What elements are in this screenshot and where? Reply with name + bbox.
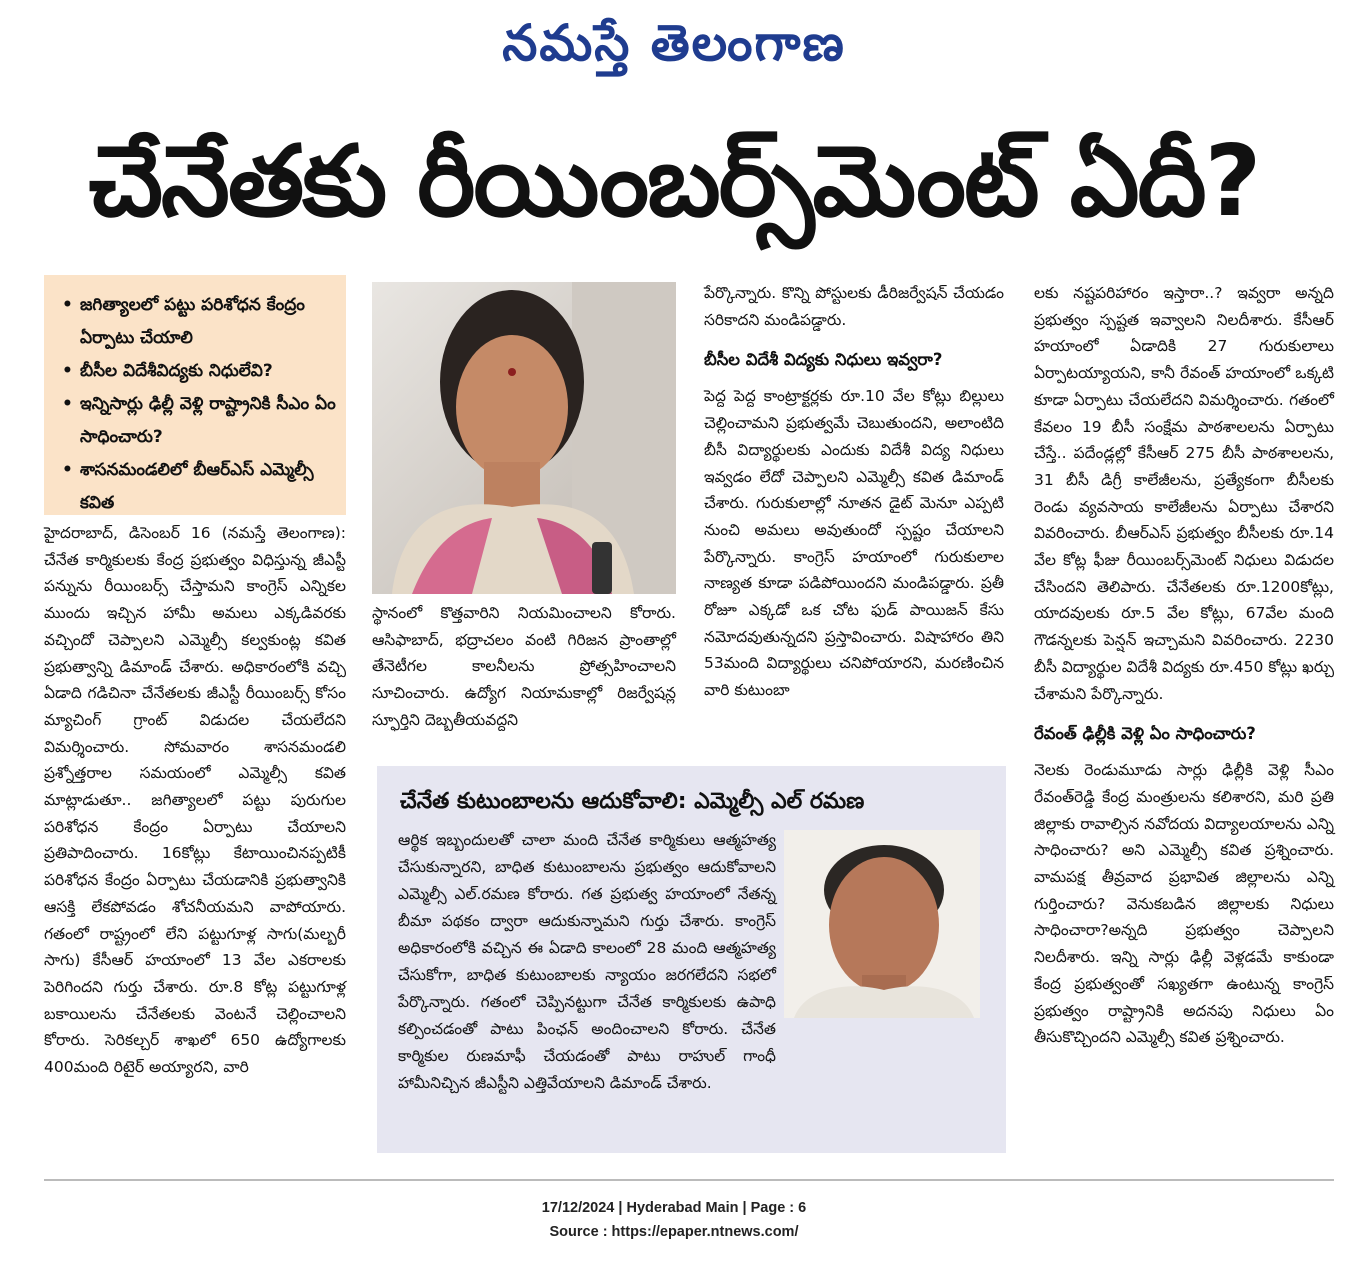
article-paragraph: పెద్ద పెద్ద కాంట్రాక్టర్లకు రూ.10 వేల కోట్లు బిల్లులు చెల్లించామని ప్రభుత్వమే చెబుతుందని, అలాంటిది బీసీ విద్యార్థులకు ఎందుకు విదేశీ విద్య నిధులు ఇవ్వడం లేదో చెప్పాలని ఎమ్మెల్సీ కవిత డిమాండ్ చేశారు. గురుకులాల్లో నూతన డైట్ మెనూ ఎప్పటి నుంచి అమలు అవుతుందో స్పష్టం చేయాలని పేర్కొన్నారు. కాంగ్రెస్ హయాంలో గురుకులాల నాణ్యత కూడా పడిపోయిందని మండిపడ్డారు. ప్రతీ రోజూ ఎక్కడో ఒక చోట ఫుడ్ పాయిజన్ కేసు నమోదవుతున్నదని ప్రస్తావించారు. విషాహారం తిని 53మంది విద్యార్థులు చనిపోయారని, మరణించిన వారి కుటుంబా — [704, 387, 1004, 700]
kavitha-photo — [372, 282, 676, 594]
highlights-box — [44, 275, 346, 515]
masthead-logo: నమస్తే తెలంగాణ — [502, 13, 846, 72]
headline: చేనేతకు రీయింబర్స్‌మెంట్ ఏదీ? — [88, 125, 1260, 239]
mlc-kavitha-image — [372, 282, 676, 594]
article-column-4 — [1034, 280, 1334, 1160]
article-paragraph: నెలకు రెండుమూడు సార్లు ఢిల్లీకి వెళ్లి సీఎం రేవంత్‌రెడ్డి కేంద్ర మంత్రులను కలిశారని, మరి ప్రతి జిల్లాకు రావాల్సిన నవోదయ విద్యాలయాలను ఎన్ని సాధించారు? అని ఎమ్మెల్సీ కవిత ప్రశ్నించారు. వామపక్ష తీవ్రవాద ప్రభావిత జిల్లాలను ఎన్ని గుర్తించారు? వెనుకబడిన జిల్లాలకు నిధులు సాధించారా?అన్నది ప్రభుత్వం చెప్పాలని నిలదీశారు. ఇన్ని సార్లు ఢిల్లీ వెళ్లడమే కాకుండా కేంద్ర ప్రభుత్వంతో సఖ్యతగా ఉంటున్న కాంగ్రెస్ ప్రభుత్వం రాష్ట్రానికి అదనపు నిధులు ఏం తీసుకొచ్చిందని ఎమ్మెల్సీ కవిత ప్రశ్నించారు. — [1034, 761, 1334, 1047]
article-column-1 — [44, 520, 346, 1160]
bullet-icon: • — [62, 394, 73, 414]
subheading-revanth-delhi: రేవంత్ ఢిల్లీకి వెళ్లి ఏం సాధించారు? — [1034, 724, 1256, 744]
ramana-box-title: చేనేత కుటుంబాలను ఆదుకోవాలి: ఎమ్మెల్సీ ఎల్ రమణ — [400, 789, 865, 814]
footer-source-link[interactable]: Source : https://epaper.ntnews.com/ — [549, 1224, 799, 1240]
article-column-2 — [372, 600, 676, 750]
bullet-icon: • — [62, 460, 73, 480]
article-paragraph: పేర్కొన్నారు. కొన్ని పోస్టులకు డీరిజర్వేషన్ చేయడం సరికాదని మండిపడ్డారు. — [704, 284, 1004, 329]
ramana-photo — [784, 830, 980, 1018]
ramana-box-text-top — [398, 827, 776, 1092]
footer-edition-info: 17/12/2024 | Hyderabad Main | Page : 6 — [541, 1200, 807, 1216]
article-paragraph: హైదరాబాద్, డిసెంబర్ 16 (నమస్తే తెలంగాణ): చేనేత కార్మికులకు కేంద్ర ప్రభుత్వం విధిస్తున్న జీఎస్టీ పన్నును రీయింబర్స్ చేస్తామని కాంగ్రెస్ ఎన్నికల ముందు ఇచ్చిన హామీ అమలు ఎక్కడివరకు వచ్చిందో చెప్పాలని ఎమ్మెల్సీ కల్వకుంట్ల కవిత ప్రభుత్వాన్ని డిమాండ్ చేశారు. అధికారంలోకి వచ్చి ఏడాది గడిచినా చేనేతలకు జీఎస్టీ రీయింబర్స్ కోసం మ్యాచింగ్ గ్రాంట్ విడుదల చేయలేదని విమర్శించారు. సోమవారం శాసనమండలి ప్రశ్నోత్తరాల సమయంలో ఎమ్మెల్సీ కవిత మాట్లాడుతూ.. జగిత్యాలలో పట్టు పురుగుల పరిశోధన కేంద్రం ఏర్పాటు చేయాలని ప్రతిపాదించారు. 16కోట్లు కేటాయించినప్పటికీ పరిశోధన కేంద్రం ఏర్పాటు చేయడానికి ప్రభుత్వానికి ఆసక్తి లేకపోవడం శోచనీయమని వాపోయారు. గతంలో రాష్ట్రంలో లేని పట్టుగూళ్ల సాగు(మల్బరీ సాగు) కేసీఆర్ హయాంలో 13 వేల ఎకరాలకు పెరిగిందని గుర్తు చేశారు. రూ.8 కోట్ల పట్టుగూళ్ల బకాయిలను చేనేతలకు వెంటనే చెల్లించాలని కోరారు. సెరికల్చర్ శాఖలో 650 ఉద్యోగాలకు 400మంది రిటైర్ అయ్యారని, వారి — [44, 524, 346, 1077]
subheading-bc-education: బీసీల విదేశీ విద్యకు నిధులు ఇవ్వరా? — [704, 350, 943, 370]
mlc-ramana-image — [784, 830, 980, 1018]
ramana-paragraph: ఆర్థిక ఇబ్బందులతో చాలా మంది చేనేత కార్మికులు ఆత్మహత్య చేసుకున్నారని, బాధిత కుటుంబాలను ప్రభుత్వం ఆదుకోవాలని ఎమ్మెల్సీ ఎల్.రమణ కోరారు. గత ప్రభుత్వ హయాంలో నేతన్న బీమా పథకం ద్వారా ఆదుకున్నామని గుర్తు చేశారు. కాంగ్రెస్ అధికారంలోకి వచ్చిన ఈ ఏడాది కాలంలో 28 మంది ఆత్మహత్య చేసుకోగా, బాధిత కుటుంబాలకు న్యాయం జరగలేదని సభలో పేర్కొన్నారు. గతంలో చెప్పినట్టుగా చేనేత కార్మికులకు ఉపాధి కల్పించడంతో పాటు పింఛన్ అందించాలని కోరారు. చేనేత కార్మికుల రుణమాఫీ చేయడంతో పాటు రాహుల్ గాంధీ హామీనిచ్చిన జీఎస్టీని ఎత్తివేయాలని డిమాండ్ చేశారు. — [398, 831, 776, 1092]
article-column-3 — [704, 280, 1004, 750]
highlight-item: • శాసనమండలిలో బీఆర్ఎస్ ఎమ్మెల్సీ కవిత — [62, 454, 342, 520]
highlight-item: • ఇన్నిసార్లు ఢిల్లీ వెళ్లి రాష్ట్రానికి సీఎం ఏం సాధించారు? — [62, 388, 342, 454]
bullet-icon: • — [62, 361, 73, 381]
footer-divider — [44, 1179, 1334, 1181]
highlight-item: • జగిత్యాలలో పట్టు పరిశోధన కేంద్రం ఏర్పాటు చేయాలి — [62, 289, 342, 355]
article-paragraph: లకు నష్టపరిహారం ఇస్తారా..? ఇవ్వరా అన్నది ప్రభుత్వం స్పష్టత ఇవ్వాలని నిలదీశారు. కేసీఆర్ హయాంలో ఏడాదికి 27 గురుకులాలు ఏర్పాటయ్యాయని, కానీ రేవంత్ హయాంలో ఒక్కటి కూడా ఏర్పాటు చేయలేదని విమర్శించారు. గతంలో కేవలం 19 బీసీ సంక్షేమ పాఠశాలలను ఏర్పాటు చేస్తే.. పదేండ్లల్లో కేసీఆర్ 275 బీసీ పాఠశాలలను, 31 బీసీ డిగ్రీ కాలేజీలను, ప్రత్యేకంగా బీసీలకు రెండు వ్యవసాయ కాలేజీలను ఏర్పాటు చేశారని వివరించారు. బీఆర్ఎస్ ప్రభుత్వం బీసీలకు రూ.14 వేల కోట్ల ఫీజు రీయింబర్స్‌మెంట్ నిధులు విడుదల చేసిందని తెలిపారు. చేనేతలకు రూ.1200కోట్లు, యాదవులకు రూ.5 వేల కోట్లు, 67వేల మంది గౌడన్నలకు పెన్షన్ ఇచ్చామని వివరించారు. 2230 బీసీ విద్యార్థుల విదేశీ విద్యకు రూ.450 కోట్లు ఖర్చు చేశామని పేర్కొన్నారు. — [1034, 284, 1334, 703]
article-paragraph: స్థానంలో కొత్తవారిని నియమించాలని కోరారు. ఆసిఫాబాద్, భద్రాచలం వంటి గిరిజన ప్రాంతాల్లో తేనెటీగల కాలనీలను ప్రోత్సహించాలని సూచించారు. ఉద్యోగ నియామకాల్లో రిజర్వేషన్ల స్ఫూర్తిని దెబ్బతీయవద్దని — [372, 604, 676, 729]
highlight-item: • బీసీల విదేశీవిద్యకు నిధులేవి? — [62, 355, 342, 388]
bullet-icon: • — [62, 295, 73, 315]
